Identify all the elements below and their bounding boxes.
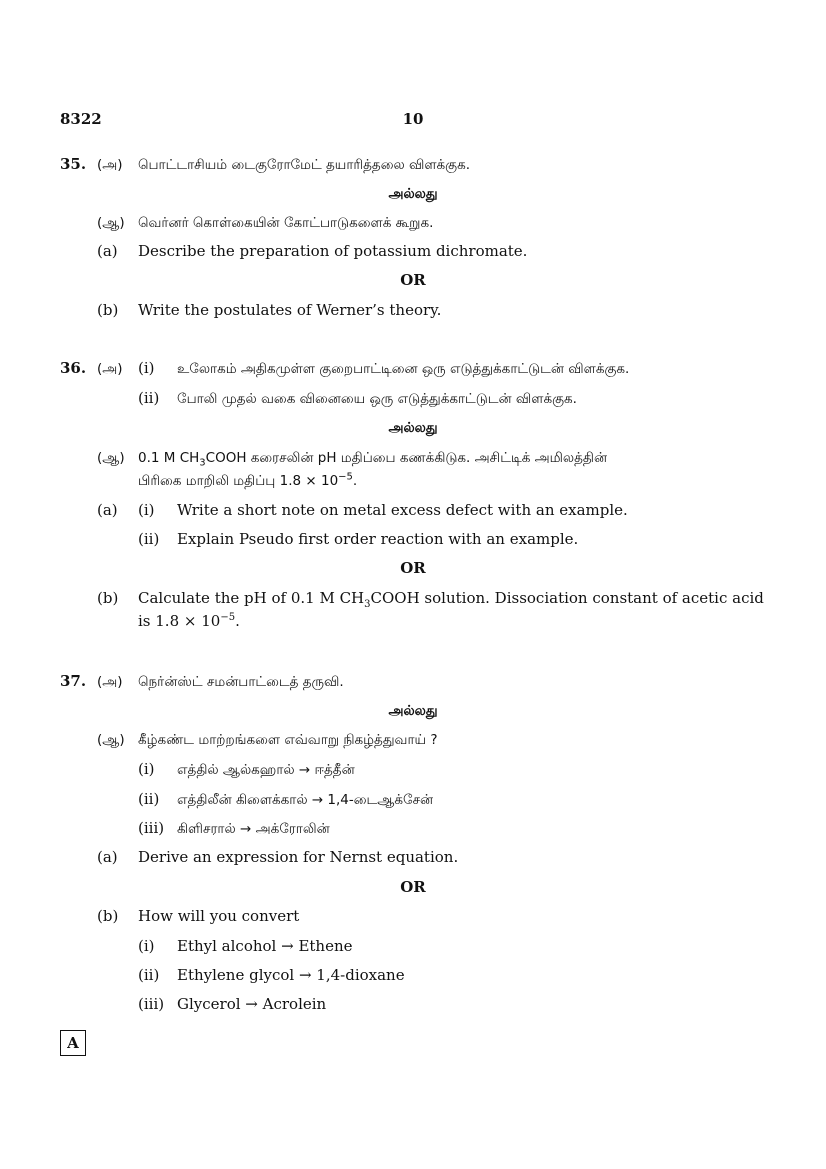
q37-ta-b-mark: (ஆ) bbox=[97, 732, 125, 748]
q37-ta-item-mark: (ii) bbox=[138, 790, 160, 808]
q37-en-b-text: How will you convert bbox=[138, 907, 300, 925]
q37-en-item-mark: (ii) bbox=[138, 966, 160, 984]
q35-en-or: OR bbox=[400, 271, 426, 289]
q35-ta-a-text: பொட்டாசியம் டைகுரோமேட் தயாரித்தலை விளக்குக. bbox=[138, 157, 471, 173]
q37-ta-item-text: கிளிசரால் → அக்ரோலின் bbox=[177, 821, 330, 837]
q36-en-b-mark: (b) bbox=[97, 589, 119, 607]
q37-en-item-mark: (iii) bbox=[138, 995, 165, 1013]
q35-ta-a-mark: (அ) bbox=[97, 157, 123, 173]
q37-en-b-mark: (b) bbox=[97, 907, 119, 925]
q36-en-a-i-text: Write a short note on metal excess defect with an example. bbox=[177, 501, 628, 519]
q37-ta-or: அல்லது bbox=[388, 703, 438, 719]
paper-code: 8322 bbox=[60, 110, 102, 128]
q36-ta-a-i-mark: (i) bbox=[138, 359, 155, 377]
q36-ta-b-line1: 0.1 M $CH_3COOH$ கரைசலின் pH மதிப்பை கணக்கிடுக. அசிட்டிக் அமிலத்தின் bbox=[138, 450, 608, 469]
q37-en-item-text: Ethylene glycol → 1,4-dioxane bbox=[177, 966, 405, 984]
q35-en-b-mark: (b) bbox=[97, 301, 119, 319]
q37-en-item-text: Ethyl alcohol → Ethene bbox=[177, 937, 353, 955]
q36-number: 36. bbox=[60, 359, 87, 377]
q36-ta-a-i-text: உலோகம் அதிகமுள்ள குறைபாட்டினை ஒரு எடுத்துக்காட்டுடன் விளக்குக. bbox=[177, 361, 630, 377]
q35-ta-b-mark: (ஆ) bbox=[97, 215, 125, 231]
q35-number: 35. bbox=[60, 155, 87, 173]
q35-ta-or: அல்லது bbox=[388, 186, 438, 202]
q37-en-item-text: Glycerol → Acrolein bbox=[177, 995, 327, 1013]
q36-en-a-ii-mark: (ii) bbox=[138, 530, 160, 548]
q36-en-a-mark: (a) bbox=[97, 501, 118, 519]
q36-en-a-i-mark: (i) bbox=[138, 501, 155, 519]
q37-ta-item-text: எத்திலீன் கிளைக்கால் → 1,4-டைஆக்சேன் bbox=[177, 792, 434, 808]
q35-en-a-mark: (a) bbox=[97, 242, 118, 260]
q36-ta-a-mark: (அ) bbox=[97, 361, 123, 377]
q36-en-b-line1: Calculate the pH of 0.1 M $CH_3COOH$ solution. Dissociation constant of acetic acid bbox=[138, 589, 764, 610]
q36-ta-a-ii-mark: (ii) bbox=[138, 389, 160, 407]
q37-ta-item-mark: (i) bbox=[138, 760, 155, 778]
q37-ta-b-text: கீழ்கண்ட மாற்றங்களை எவ்வாறு நிகழ்த்துவாய் ? bbox=[138, 732, 438, 748]
q36-ta-b-line2: பிரிகை மாறிலி மதிப்பு $1.8 \times 10^{-5}$. bbox=[138, 471, 358, 489]
q37-number: 37. bbox=[60, 672, 87, 690]
q36-ta-a-ii-text: போலி முதல் வகை வினையை ஒரு எடுத்துக்காட்டுடன் விளக்குக. bbox=[177, 391, 577, 407]
page-number: 10 bbox=[402, 110, 424, 128]
q37-en-a-mark: (a) bbox=[97, 848, 118, 866]
q35-en-a-text: Describe the preparation of potassium dichromate. bbox=[138, 242, 528, 260]
q36-ta-or: அல்லது bbox=[388, 420, 438, 436]
q36-en-b-line2: is $1.8 \times 10^{-5}$. bbox=[138, 612, 240, 630]
q37-ta-a-text: நெர்ன்ஸ்ட் சமன்பாட்டைத் தருவி. bbox=[138, 674, 344, 690]
q36-ta-b-mark: (ஆ) bbox=[97, 450, 125, 466]
q37-ta-a-mark: (அ) bbox=[97, 674, 123, 690]
q37-ta-item-mark: (iii) bbox=[138, 819, 165, 837]
q36-en-or: OR bbox=[400, 559, 426, 577]
q37-en-or: OR bbox=[400, 878, 426, 896]
q37-ta-item-text: எத்தில் ஆல்கஹால் → ஈத்தீன் bbox=[177, 762, 355, 778]
q35-en-b-text: Write the postulates of Werner’s theory. bbox=[138, 301, 442, 319]
q36-en-a-ii-text: Explain Pseudo first order reaction with an example. bbox=[177, 530, 579, 548]
q35-ta-b-text: வெர்னர் கொள்கையின் கோட்பாடுகளைக் கூறுக. bbox=[138, 215, 434, 231]
version-badge: A bbox=[60, 1030, 86, 1056]
q37-en-a-text: Derive an expression for Nernst equation. bbox=[138, 848, 459, 866]
q37-en-item-mark: (i) bbox=[138, 937, 155, 955]
